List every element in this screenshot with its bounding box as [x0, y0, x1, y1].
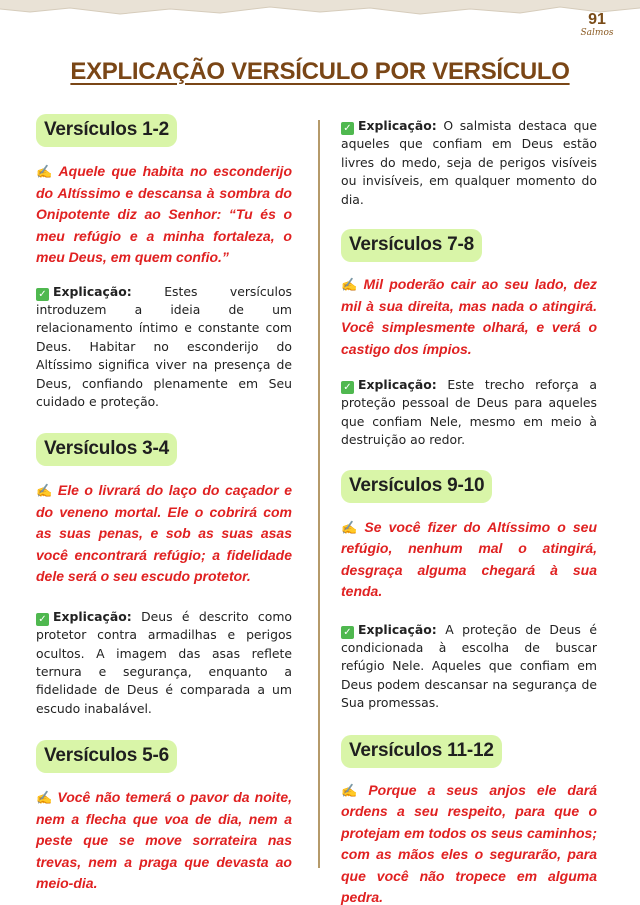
psalm-logo	[572, 12, 622, 46]
section-heading: Versículos 1-2	[36, 114, 177, 147]
verse-text: ✍ Mil poderão cair ao seu lado, dez mil à sua direita, mas nada o atingirá. Você simplesmente olhará, e verá o castigo dos ímpios.	[341, 276, 598, 357]
section-verses-9-10	[341, 470, 597, 503]
explanation-text: ✓ Explicação: Estes versículos introduzem a ideia de um relacionamento íntimo e constante com Deus. Habitar no esconderijo do Altíssimo significa viver na presença de Deus, confiando plenamente em Seu cuidado e proteção.	[36, 283, 292, 409]
explanation-label: Explicação:	[53, 283, 132, 299]
check-mark-icon: ✓	[36, 288, 49, 301]
verse-text: ✍ Se você fizer do Altíssimo o seu refúgio, nenhum mal o atingirá, desgraça alguma chegará à sua tenda.	[341, 518, 598, 600]
check-mark-icon: ✓	[341, 626, 354, 639]
explanation-label: Explicação:	[358, 377, 437, 393]
writing-hand-icon: ✍	[341, 277, 360, 293]
section-verses-3-4	[36, 433, 292, 466]
verse-text: ✍ Aquele que habita no esconderijo do Altíssimo e descansa à sombra do Onipotente diz ao Senhor: “Tu és o meu refúgio e a minha fortaleza, o meu Deus, em quem confio.”	[36, 163, 292, 265]
page-title: EXPLICAÇÃO VERSÍCULO POR VERSÍCULO	[70, 58, 570, 85]
check-mark-icon: ✓	[341, 122, 354, 135]
section-heading: Versículos 7-8	[341, 229, 482, 262]
explanation-text: ✓ Explicação: Deus é descrito como protetor contra armadilhas e perigos ocultos. A imagem das asas reflete ternura e segurança, enquanto a fidelidade de Deus é comparada a um escudo inabalável.	[36, 608, 292, 716]
verse-text: ✍ Você não temerá o pavor da noite, nem a flecha que voa de dia, nem a peste que se move sorrateira nas trevas, nem a praga que devasta ao meio-dia.	[36, 789, 293, 892]
logo-number: 91	[588, 11, 606, 28]
section-verses-5-6	[36, 740, 292, 773]
section-heading: Versículos 9-10	[341, 470, 492, 503]
column-divider	[318, 120, 320, 868]
section-heading: Versículos 3-4	[36, 433, 177, 466]
explanation-text: ✓ Explicação: Este trecho reforça a proteção pessoal de Deus para aqueles que confiam Nele, mesmo em meio à destruição ao redor.	[341, 377, 597, 448]
writing-hand-icon: ✍	[341, 519, 361, 535]
writing-hand-icon: ✍	[341, 782, 365, 798]
torn-paper-edge	[0, 0, 640, 24]
explanation-text: ✓ Explicação: O salmista destaca que aqueles que confiam em Deus estão livres do medo, seja de perigos visíveis ou invisíveis, em qualquer momento do dia.	[341, 118, 597, 207]
explanation-text: ✓ Explicação: A proteção de Deus é condicionada à escolha de buscar refúgio Nele. Aqueles que confiam em Deus podem descansar na segurança de Sua promessas.	[341, 621, 597, 711]
explanation-label: Explicação:	[53, 608, 132, 624]
check-mark-icon: ✓	[36, 613, 49, 626]
check-mark-icon: ✓	[341, 381, 354, 394]
verse-text: ✍ Ele o livrará do laço do caçador e do veneno mortal. Ele o cobrirá com as suas penas, e sob as suas asas você encontrará refúgio; a fidelidade dele será o seu escudo protetor.	[36, 482, 293, 585]
verse-text: ✍ Porque a seus anjos ele dará ordens a seu respeito, para que o protejam em todos os seus caminhos; com as mãos eles o segurarão, para que você não tropece em alguma pedra.	[341, 781, 597, 905]
writing-hand-icon: ✍	[36, 164, 55, 179]
writing-hand-icon: ✍	[36, 483, 54, 499]
right-column	[341, 117, 597, 905]
explanation-label: Explicação:	[358, 118, 437, 133]
logo-script: Salmos	[580, 28, 614, 38]
section-verses-11-12	[341, 735, 597, 768]
section-heading: Versículos 11-12	[341, 735, 502, 768]
section-heading: Versículos 5-6	[36, 740, 177, 773]
left-column	[36, 114, 292, 895]
writing-hand-icon: ✍	[36, 790, 54, 806]
explanation-label: Explicação:	[358, 621, 437, 637]
section-verses-7-8	[341, 229, 597, 262]
section-verses-1-2	[36, 114, 292, 147]
